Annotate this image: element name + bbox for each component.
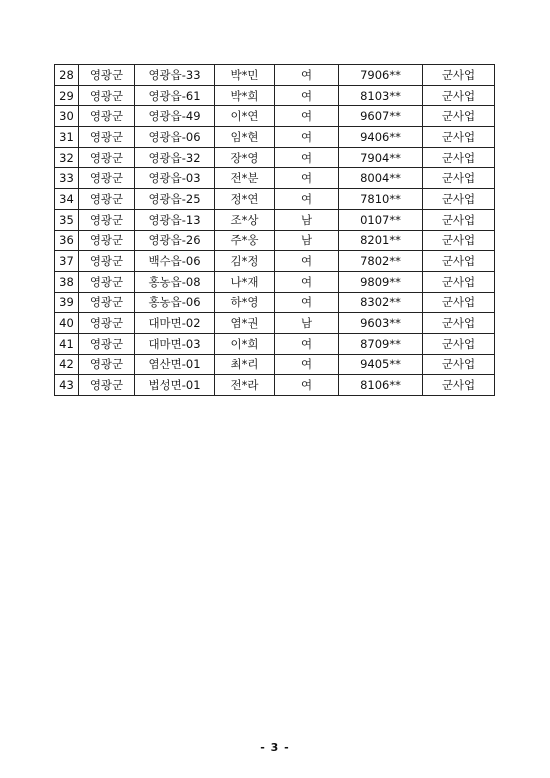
- town-code-cell: 대마면-02: [135, 313, 215, 334]
- table-row: [55, 85, 495, 106]
- table-row: [55, 230, 495, 251]
- county-cell: 영광군: [79, 85, 135, 106]
- county-cell: 영광군: [79, 127, 135, 148]
- program-type-cell: 군사업: [423, 168, 495, 189]
- town-code-cell: 염산면-01: [135, 354, 215, 375]
- row-number-cell: 28: [55, 65, 79, 86]
- birth-cell: 9809**: [339, 271, 423, 292]
- table-row: [55, 189, 495, 210]
- sex-cell: 여: [275, 127, 339, 148]
- row-number-cell: 33: [55, 168, 79, 189]
- program-type-cell: 군사업: [423, 333, 495, 354]
- sex-cell: 남: [275, 313, 339, 334]
- program-type-cell: 군사업: [423, 251, 495, 272]
- birth-cell: 9607**: [339, 106, 423, 127]
- birth-cell: 8103**: [339, 85, 423, 106]
- birth-cell: 8201**: [339, 230, 423, 251]
- name-cell: 조*상: [215, 209, 275, 230]
- sex-cell: 여: [275, 292, 339, 313]
- town-code-cell: 영광읍-13: [135, 209, 215, 230]
- program-type-cell: 군사업: [423, 127, 495, 148]
- town-code-cell: 영광읍-25: [135, 189, 215, 210]
- county-cell: 영광군: [79, 209, 135, 230]
- birth-cell: 9603**: [339, 313, 423, 334]
- row-number-cell: 42: [55, 354, 79, 375]
- row-number-cell: 43: [55, 375, 79, 396]
- town-code-cell: 영광읍-61: [135, 85, 215, 106]
- program-type-cell: 군사업: [423, 147, 495, 168]
- county-cell: 영광군: [79, 147, 135, 168]
- sex-cell: 여: [275, 85, 339, 106]
- name-cell: 염*권: [215, 313, 275, 334]
- program-type-cell: 군사업: [423, 189, 495, 210]
- sex-cell: 여: [275, 65, 339, 86]
- table-row: [55, 251, 495, 272]
- birth-cell: 7810**: [339, 189, 423, 210]
- birth-cell: 9406**: [339, 127, 423, 148]
- table-row: [55, 127, 495, 148]
- row-number-cell: 34: [55, 189, 79, 210]
- county-cell: 영광군: [79, 375, 135, 396]
- row-number-cell: 36: [55, 230, 79, 251]
- row-number-cell: 32: [55, 147, 79, 168]
- row-number-cell: 35: [55, 209, 79, 230]
- roster-table: [54, 64, 495, 396]
- name-cell: 정*연: [215, 189, 275, 210]
- row-number-cell: 38: [55, 271, 79, 292]
- town-code-cell: 영광읍-03: [135, 168, 215, 189]
- birth-cell: 8709**: [339, 333, 423, 354]
- table-row: [55, 168, 495, 189]
- table-row: [55, 271, 495, 292]
- name-cell: 최*리: [215, 354, 275, 375]
- sex-cell: 여: [275, 106, 339, 127]
- table-row: [55, 313, 495, 334]
- town-code-cell: 영광읍-32: [135, 147, 215, 168]
- sex-cell: 여: [275, 375, 339, 396]
- town-code-cell: 영광읍-06: [135, 127, 215, 148]
- row-number-cell: 39: [55, 292, 79, 313]
- name-cell: 김*정: [215, 251, 275, 272]
- county-cell: 영광군: [79, 333, 135, 354]
- program-type-cell: 군사업: [423, 106, 495, 127]
- sex-cell: 여: [275, 147, 339, 168]
- row-number-cell: 31: [55, 127, 79, 148]
- sex-cell: 여: [275, 354, 339, 375]
- town-code-cell: 홍농읍-08: [135, 271, 215, 292]
- name-cell: 전*라: [215, 375, 275, 396]
- program-type-cell: 군사업: [423, 375, 495, 396]
- birth-cell: 8106**: [339, 375, 423, 396]
- name-cell: 하*영: [215, 292, 275, 313]
- town-code-cell: 영광읍-33: [135, 65, 215, 86]
- roster-table-body: [55, 65, 495, 396]
- row-number-cell: 37: [55, 251, 79, 272]
- name-cell: 장*영: [215, 147, 275, 168]
- birth-cell: 8004**: [339, 168, 423, 189]
- table-row: [55, 375, 495, 396]
- county-cell: 영광군: [79, 168, 135, 189]
- name-cell: 박*희: [215, 85, 275, 106]
- birth-cell: 7904**: [339, 147, 423, 168]
- table-row: [55, 354, 495, 375]
- name-cell: 주*웅: [215, 230, 275, 251]
- program-type-cell: 군사업: [423, 271, 495, 292]
- sex-cell: 여: [275, 189, 339, 210]
- row-number-cell: 41: [55, 333, 79, 354]
- county-cell: 영광군: [79, 292, 135, 313]
- sex-cell: 여: [275, 168, 339, 189]
- sex-cell: 여: [275, 251, 339, 272]
- name-cell: 나*재: [215, 271, 275, 292]
- county-cell: 영광군: [79, 106, 135, 127]
- sex-cell: 여: [275, 333, 339, 354]
- row-number-cell: 40: [55, 313, 79, 334]
- birth-cell: 8302**: [339, 292, 423, 313]
- program-type-cell: 군사업: [423, 354, 495, 375]
- sex-cell: 남: [275, 209, 339, 230]
- birth-cell: 0107**: [339, 209, 423, 230]
- county-cell: 영광군: [79, 189, 135, 210]
- table-row: [55, 65, 495, 86]
- table-row: [55, 333, 495, 354]
- town-code-cell: 영광읍-26: [135, 230, 215, 251]
- program-type-cell: 군사업: [423, 85, 495, 106]
- page-number: - 3 -: [260, 741, 290, 754]
- name-cell: 박*민: [215, 65, 275, 86]
- county-cell: 영광군: [79, 313, 135, 334]
- program-type-cell: 군사업: [423, 65, 495, 86]
- name-cell: 이*연: [215, 106, 275, 127]
- row-number-cell: 30: [55, 106, 79, 127]
- name-cell: 임*현: [215, 127, 275, 148]
- county-cell: 영광군: [79, 251, 135, 272]
- county-cell: 영광군: [79, 354, 135, 375]
- table-row: [55, 147, 495, 168]
- town-code-cell: 백수읍-06: [135, 251, 215, 272]
- birth-cell: 7906**: [339, 65, 423, 86]
- name-cell: 전*분: [215, 168, 275, 189]
- county-cell: 영광군: [79, 65, 135, 86]
- table-row: [55, 106, 495, 127]
- town-code-cell: 대마면-03: [135, 333, 215, 354]
- town-code-cell: 홍농읍-06: [135, 292, 215, 313]
- table-row: [55, 209, 495, 230]
- birth-cell: 9405**: [339, 354, 423, 375]
- town-code-cell: 영광읍-49: [135, 106, 215, 127]
- name-cell: 이*희: [215, 333, 275, 354]
- county-cell: 영광군: [79, 230, 135, 251]
- sex-cell: 여: [275, 271, 339, 292]
- county-cell: 영광군: [79, 271, 135, 292]
- sex-cell: 남: [275, 230, 339, 251]
- table-row: [55, 292, 495, 313]
- program-type-cell: 군사업: [423, 209, 495, 230]
- program-type-cell: 군사업: [423, 292, 495, 313]
- town-code-cell: 법성면-01: [135, 375, 215, 396]
- program-type-cell: 군사업: [423, 230, 495, 251]
- row-number-cell: 29: [55, 85, 79, 106]
- program-type-cell: 군사업: [423, 313, 495, 334]
- birth-cell: 7802**: [339, 251, 423, 272]
